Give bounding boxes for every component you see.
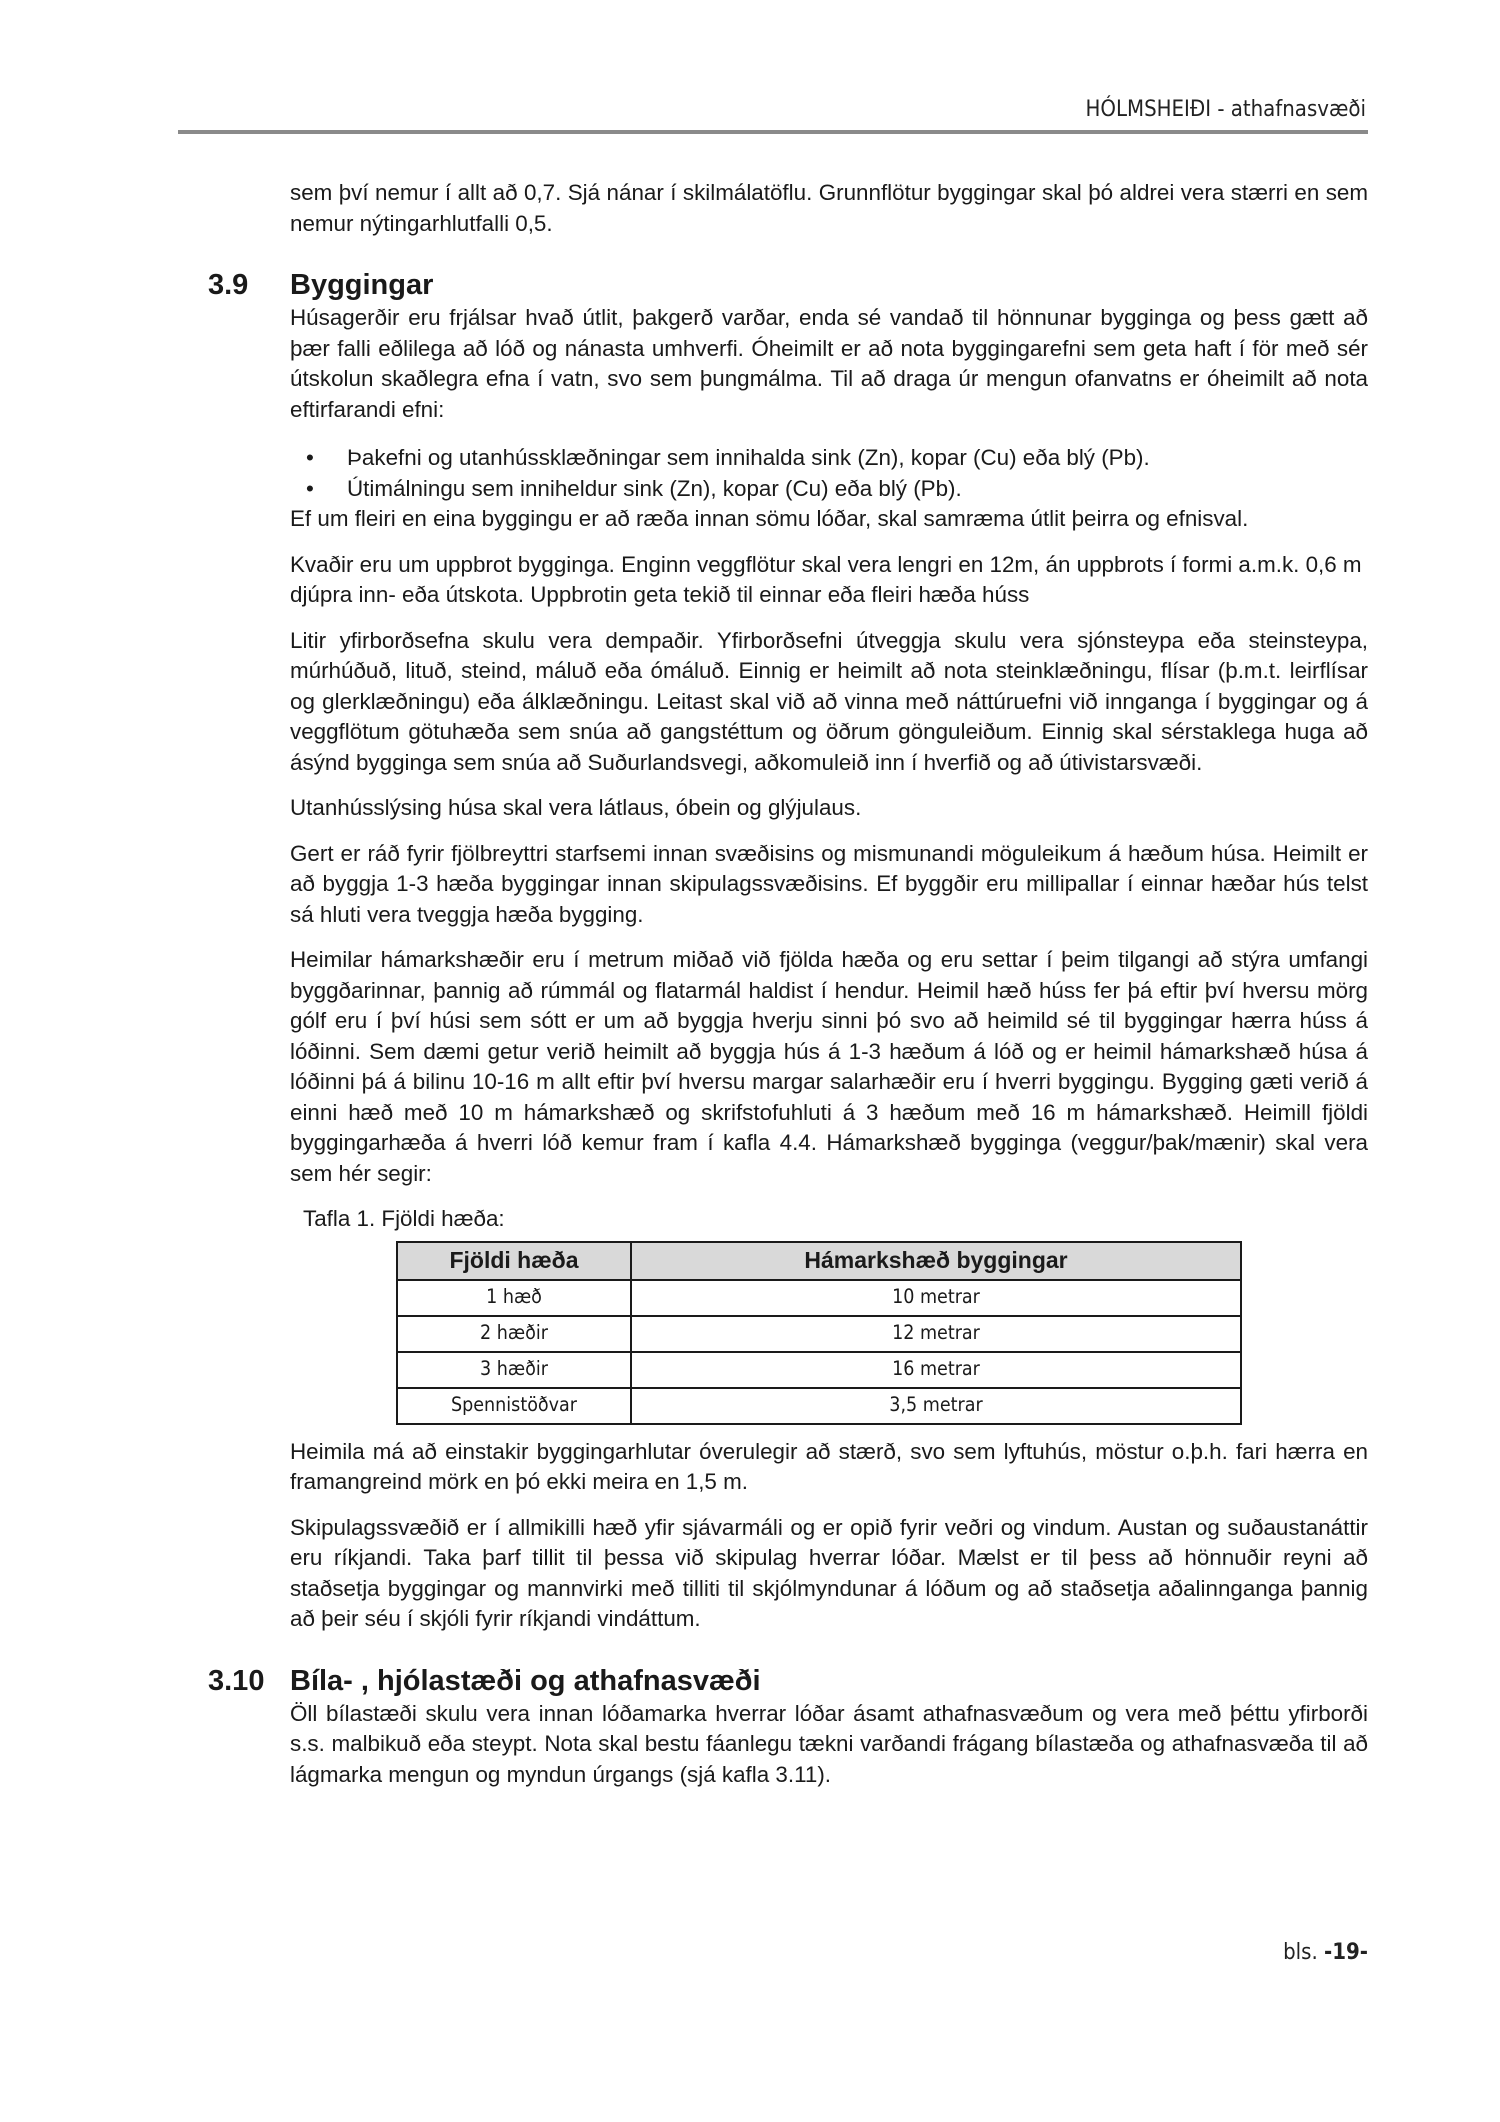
bullet-icon: •: [306, 475, 314, 501]
paragraph: Utanhússlýsing húsa skal vera látlaus, óbein og glýjulaus.: [290, 795, 862, 820]
page-number: [1283, 1940, 1368, 1965]
section-title: Bíla- , hjólastæði og athafnasvæði: [290, 1664, 761, 1697]
paragraph: Heimila má að einstakir byggingarhlutar óverulegir að stærð, svo sem lyftuhús, möstur o.þ.h. fari hærra en framangreind mörk en þó ekki meira en 1,5 m.: [290, 1438, 1368, 1494]
table-cell: 10 metrar: [631, 1280, 1241, 1316]
table-header-row: [397, 1242, 1241, 1280]
page-number-value: -19-: [1324, 1940, 1368, 1965]
section-number: 3.9: [208, 269, 249, 301]
table-row: [397, 1388, 1241, 1424]
section-3-10: [208, 1663, 1368, 1791]
table-cell: 16 metrar: [631, 1352, 1241, 1388]
paragraph: Kvaðir eru um uppbrot bygginga. Enginn veggflötur skal vera lengri en 12m, án uppbrots í formi a.m.k. 0,6 m djúpra inn- eða útskota. Uppbrotin geta tekið til einnar eða fleiri hæða húss: [290, 551, 1362, 607]
section-heading: [208, 267, 1368, 303]
paragraph: Gert er ráð fyrir fjölbreyttri starfsemi innan svæðisins og mismunandi möguleikum á hæðum húsa. Heimilt er að byggja 1-3 hæða byggingar innan skipulagssvæðisins. Ef byggðir eru millipallar í einnar hæðar hús telst sá hluti vera tveggja hæða bygging.: [290, 840, 1368, 927]
paragraph: Litir yfirborðsefna skulu vera dempaðir. Yfirborðsefni útveggja skulu vera sjónsteypa eða steinsteypa, múrhúðuð, lituð, steind, máluð eða ómáluð. Einnig er heimilt að nota steinklæðningu, flísar (þ.m.t. leirflísar og glerklæðningu) eða álklæðningu. Leitast skal við að vinna með náttúruefni við innganga í byggingar og á veggflötum götuhæða sem snúa að gangstéttum og öðrum gönguleiðum. Einnig skal sérstaklega huga að ásýnd bygginga sem snúa að Suðurlandsvegi, aðkomuleið inn í hverfið og að útivistarsvæði.: [290, 627, 1368, 775]
table-cell: 2 hæðir: [397, 1316, 631, 1352]
column-header: Hámarkshæð byggingar: [631, 1242, 1241, 1280]
table-cell: 3,5 metrar: [631, 1388, 1241, 1424]
paragraph: Ef um fleiri en eina byggingu er að ræða innan sömu lóðar, skal samræma útlit þeirra og efnisval.: [290, 506, 1249, 531]
bullet-item: • Þakefni og utanhússklæðningar sem innihalda sink (Zn), kopar (Cu) eða blý (Pb).: [290, 443, 1368, 474]
bullet-icon: •: [306, 445, 314, 470]
section-number: 3.10: [208, 1664, 265, 1697]
paragraph: Húsagerðir eru frjálsar hvað útlit, þakgerð varðar, enda sé vandað til hönnunar bygginga og þess gætt að þær falli eðlilega að lóð og nánasta umhverfi. Óheimilt er að nota byggingarefni sem geta haft í för með sér útskolun skaðlegra efna í vatn, svo sem þungmálma. Til að draga úr mengun ofanvatns er óheimilt að nota eftirfarandi efni:: [290, 305, 1368, 422]
page-label: bls.: [1283, 1940, 1325, 1965]
table-caption: Tafla 1. Fjöldi hæða:: [303, 1206, 505, 1231]
column-header: Fjöldi hæða: [397, 1242, 631, 1280]
document-title: HÓLMSHEIÐI - athafnasvæði: [1085, 97, 1366, 122]
paragraph: Skipulagssvæðið er í allmikilli hæð yfir sjávarmáli og er opið fyrir veðri og vindum. Austan og suðaustanáttir eru ríkjandi. Taka þarf tillit til þessa við skipulag hverrar lóðar. Mælst er til þess að hönnuðir reyni að staðsetja byggingar og mannvirki með tilliti til skjólmyndunar á lóðum og að staðsetja aðalinnganga þannig að þeir séu í skjóli fyrir ríkjandi vindáttum.: [290, 1514, 1368, 1631]
bullet-list: [290, 443, 1368, 504]
section-heading: [208, 1663, 1368, 1699]
page-content: [208, 178, 1368, 1805]
table-cell: 12 metrar: [631, 1316, 1241, 1352]
section-3-9: [208, 267, 1368, 1635]
height-table: [396, 1241, 1242, 1425]
table-row: [397, 1352, 1241, 1388]
table-cell: Spennistöðvar: [397, 1388, 631, 1424]
table-cell: 3 hæðir: [397, 1352, 631, 1388]
page-header: [178, 88, 1368, 134]
section-title: Byggingar: [290, 269, 434, 301]
intro-paragraph: sem því nemur í allt að 0,7. Sjá nánar í skilmálatöflu. Grunnflötur byggingar skal þó aldrei vera stærri en sem nemur nýtingarhlutfalli 0,5.: [290, 180, 1368, 236]
paragraph: Öll bílastæði skulu vera innan lóðamarka hverrar lóðar ásamt athafnasvæðum og vera með þéttu yfirborði s.s. malbikuð eða steypt. Nota skal bestu fáanlegu tækni varðandi frágang bílastæða og athafnasvæða til að lágmarka mengun og myndun úrgangs (sjá kafla 3.11).: [290, 1700, 1368, 1787]
table-cell: 1 hæð: [397, 1280, 631, 1316]
table-row: [397, 1280, 1241, 1316]
table-row: [397, 1316, 1241, 1352]
bullet-item: • Útimálningu sem inniheldur sink (Zn), kopar (Cu) eða blý (Pb).: [290, 474, 1368, 505]
paragraph: Heimilar hámarkshæðir eru í metrum miðað við fjölda hæða og eru settar í þeim tilgangi að stýra umfangi byggðarinnar, þannig að rúmmál og flatarmál haldist í hendur. Heimil hæð húss fer þá eftir því hversu mörg gólf eru í því húsi sem sótt er um að byggja hverju sinni þó svo að heimild sé til byggingar hærra húss á lóðinni. Sem dæmi getur verið heimilt að byggja hús á 1-3 hæðum á lóð og er heimil hámarkshæð húsa á lóðinni þá á bilinu 10-16 m allt eftir því hversu margar salarhæðir eru í hverri byggingu. Bygging gæti verið á einni hæð með 10 m hámarkshæð og skrifstofuhluti á 3 hæðum með 16 m hámarkshæð. Heimill fjöldi byggingarhæða á hverri lóð kemur fram í kafla 4.4. Hámarkshæð bygginga (veggur/þak/mænir) skal vera sem hér segir:: [290, 947, 1368, 1186]
